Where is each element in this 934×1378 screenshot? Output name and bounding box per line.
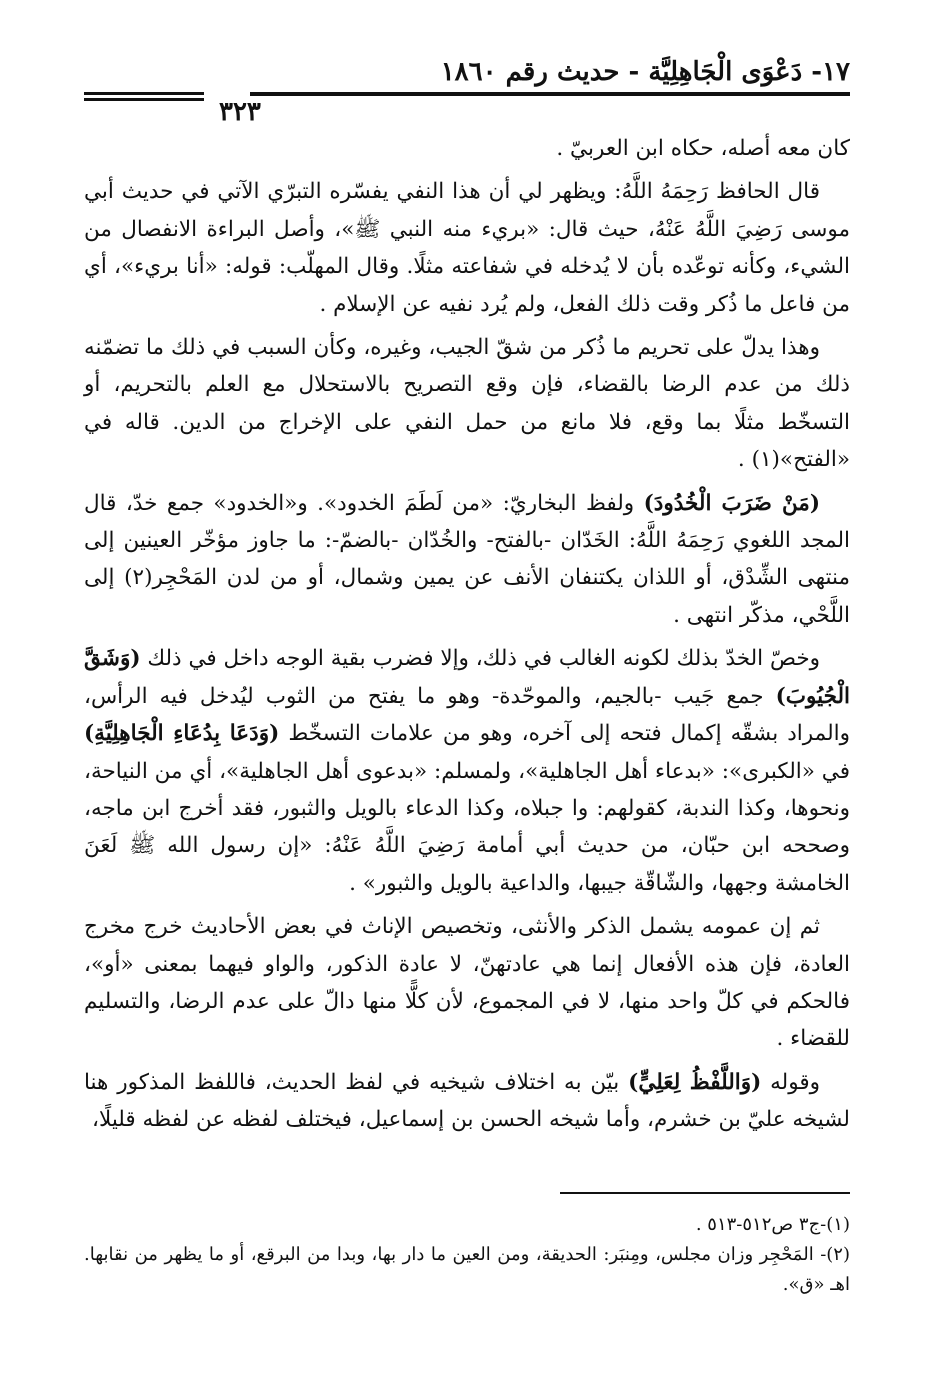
paragraph-7-text-b: بيّن به اختلاف شيخيه في لفظ الحديث، فاللفظ المذكور هنا لشيخه عليّ بن خشرم، وأما شيخه الحسن بن إسماعيل، فيختلف لفظه عن لفظه قليلًا، [84,1069,850,1133]
header-rule [250,92,850,96]
paragraph-7 [84,1064,850,1139]
paragraph-5 [84,640,850,902]
paragraph-4 [84,485,850,635]
hadith-phrase: (مَنْ ضَرَبَ الْخُدُودَ) [643,490,820,516]
paragraph-5-text-b: جمع جَيب -بالجيم، والموحّدة- وهو ما يفتح من الثوب ليُدخل فيه الرأس، والمراد بشقّه إكمال فتحه إلى آخره، وهو من علامات التسخّط [84,683,850,747]
paragraph-3: وهذا يدلّ على تحريم ما ذُكر من شقّ الجيب، وغيره، وكأن السبب في ذلك ما تضمّنه ذلك من عدم الرضا بالقضاء، فإن وقع التصريح بالاستحلال مع العلم بالتحريم، أو التسخّط مثلًا بما وقع، فلا مانع من حمل النفي على الإخراج من الدين. قاله في «الفتح»(١) . [84,335,850,473]
hadith-phrase: (وَشَقَّ الْجُيُوبَ) [84,646,850,709]
footnotes [84,1210,850,1300]
paragraph-2: قال الحافظ رَحِمَهُ اللَّهُ: ويظهر لي أن هذا النفي يفسّره التبرّي الآتي في حديث أبي موسى رَضِيَ اللَّهُ عَنْهُ، حيث قال: «بريء منه النبي ﷺ»، وأصل البراءة الانفصال من الشيء، وكأنه توعّده بأن لا يُدخله في شفاعته مثلًا. وقال المهلّب: قوله: «أنا بريء»، أي من فاعل ما ذُكر وقت ذلك الفعل، ولم يُرد نفيه عن الإسلام . [84,179,850,317]
footnote-2: (٢)- المَحْجِر وزان مجلس، ومِنبَر: الحديقة، ومن العين ما دار بها، وبدا من البرقع، أو ما يظهر من نقابها. اهـ «ق». [84,1244,850,1295]
footnote-rule [560,1192,850,1194]
footnote-1: (١)-ج٣ ص٥١٢-٥١٣ . [695,1214,850,1235]
hadith-phrase: (وَاللَّفْظُ لِعَلِيٍّ) [628,1069,762,1095]
paragraph-7-text-a: وقوله [761,1069,820,1095]
paragraph-1: كان معه أصله، حكاه ابن العربيّ . [556,136,850,161]
running-title: ١٧- دَعْوَى الْجَاهِلِيَّة - حديث رقم ١٨٦٠ [440,57,850,87]
page-number: ٣٢٣ [219,97,261,127]
body-text [84,130,850,1145]
hadith-phrase: (وَدَعَا بِدُعَاءِ الْجَاهِلِيَّةِ) [84,721,280,747]
paragraph-5-text-a: وخصّ الخدّ بذلك لكونه الغالب في ذلك، وإلا فضرب بقية الوجه داخل في ذلك [140,646,820,672]
paragraph-4-text: ولفظ البخاريّ: «من لَطَمَ الخدود». و«الخدود» جمع خدّ، قال المجد اللغوي رَحِمَهُ اللَّهُ: الخَدّان -بالفتح- والخُدّان -بالضمّ-: ما جاوز مؤخّر العينين إلى منتهى الشِّدْق، أو اللذان يكتنفان الأنف عن يمين وشمال، أو من لدن المَحْجِر(٢) إلى اللَّحْي، مذكّر انتهى . [84,490,850,628]
page-header [84,52,850,127]
header-double-rule [84,92,204,104]
paragraph-5-text-c: في «الكبرى»: «بدعاء أهل الجاهلية»، ولمسلم: «بدعوى أهل الجاهلية»، أي من النياحة، ونحوها، وكذا الندبة، كقولهم: وا جبلاه، وكذا الدعاء بالويل والثبور، فقد أخرج ابن ماجه، وصححه ابن حبّان، من حديث أبي أمامة رَضِيَ اللَّهُ عَنْهُ: «إن رسول الله ﷺ لَعَنَ الخامشة وجهها، والشّاقّة جيبها، والداعية بالويل والثبور» . [84,758,850,896]
paragraph-6: ثم إن عمومه يشمل الذكر والأنثى، وتخصيص الإناث في بعض الأحاديث خرج مخرج العادة، فإن هذه الأفعال إنما هي عادتهنّ، لا عادة الذكور، والواو فيهما بمعنى «أو»، فالحكم في كلّ واحد منها، لا في المجموع، لأن كلًّا منها دالّ على عدم الرضا، والتسليم للقضاء . [84,914,850,1052]
